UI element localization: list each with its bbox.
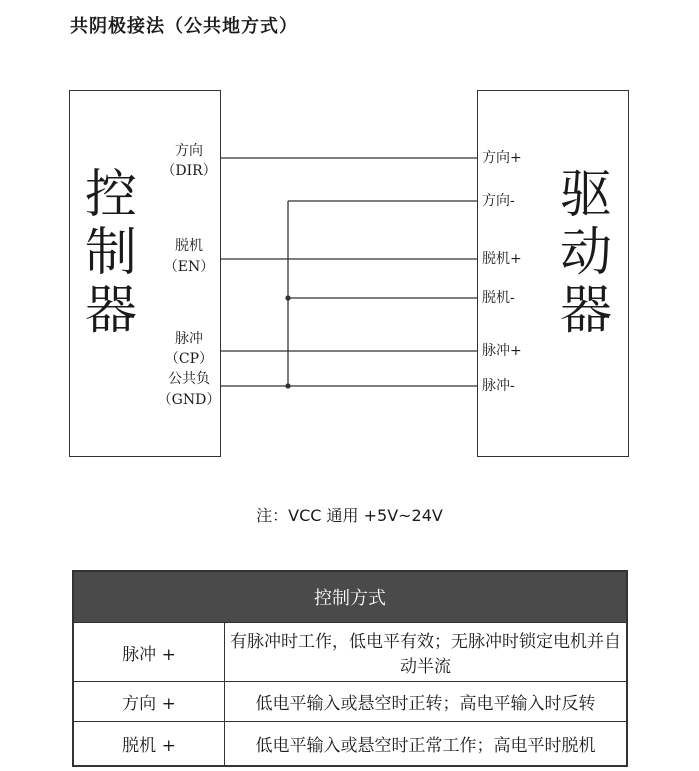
row-key: 脱机 + <box>73 722 225 766</box>
pin-cp-code: （CP） <box>164 351 214 367</box>
row-key: 方向 + <box>73 682 225 722</box>
table-row <box>73 682 627 722</box>
pin-dir-code: （DIR） <box>161 163 217 179</box>
page-title: 共阴极接法（公共地方式） <box>70 16 298 37</box>
pin-gnd-name: 公共负 <box>168 371 210 387</box>
vcc-note: 注：VCC 通用 +5V~24V <box>256 506 443 525</box>
row-value: 有脉冲时工作，低电平有效；无脉冲时锁定电机并自动半流 <box>225 623 628 682</box>
table-row <box>73 722 627 766</box>
pin-cp-name: 脉冲 <box>175 331 203 347</box>
driver-pin-cp-minus: 脉冲- <box>482 378 515 394</box>
driver-label: 驱动器 <box>560 165 613 341</box>
table-header: 控制方式 <box>73 571 627 623</box>
junction-dot <box>285 295 290 300</box>
driver-pin-dir-plus: 方向+ <box>482 150 522 166</box>
control-mode-table <box>72 570 628 767</box>
row-value: 低电平输入或悬空时正常工作；高电平时脱机 <box>225 722 628 766</box>
row-value: 低电平输入或悬空时正转；高电平输入时反转 <box>225 682 628 722</box>
table-row <box>73 623 627 682</box>
driver-pin-en-minus: 脱机- <box>482 290 515 306</box>
pin-gnd-code: （GND） <box>157 392 221 408</box>
driver-pin-en-plus: 脱机+ <box>482 251 522 267</box>
row-key: 脉冲 + <box>73 623 225 682</box>
pin-dir-name: 方向 <box>175 143 203 159</box>
junction-dot <box>285 383 290 388</box>
driver-pin-dir-minus: 方向- <box>482 193 515 209</box>
driver-pin-cp-plus: 脉冲+ <box>482 343 522 359</box>
pin-en-name: 脱机 <box>175 238 203 254</box>
pin-en-code: （EN） <box>163 259 215 275</box>
controller-label: 控制器 <box>85 165 138 341</box>
